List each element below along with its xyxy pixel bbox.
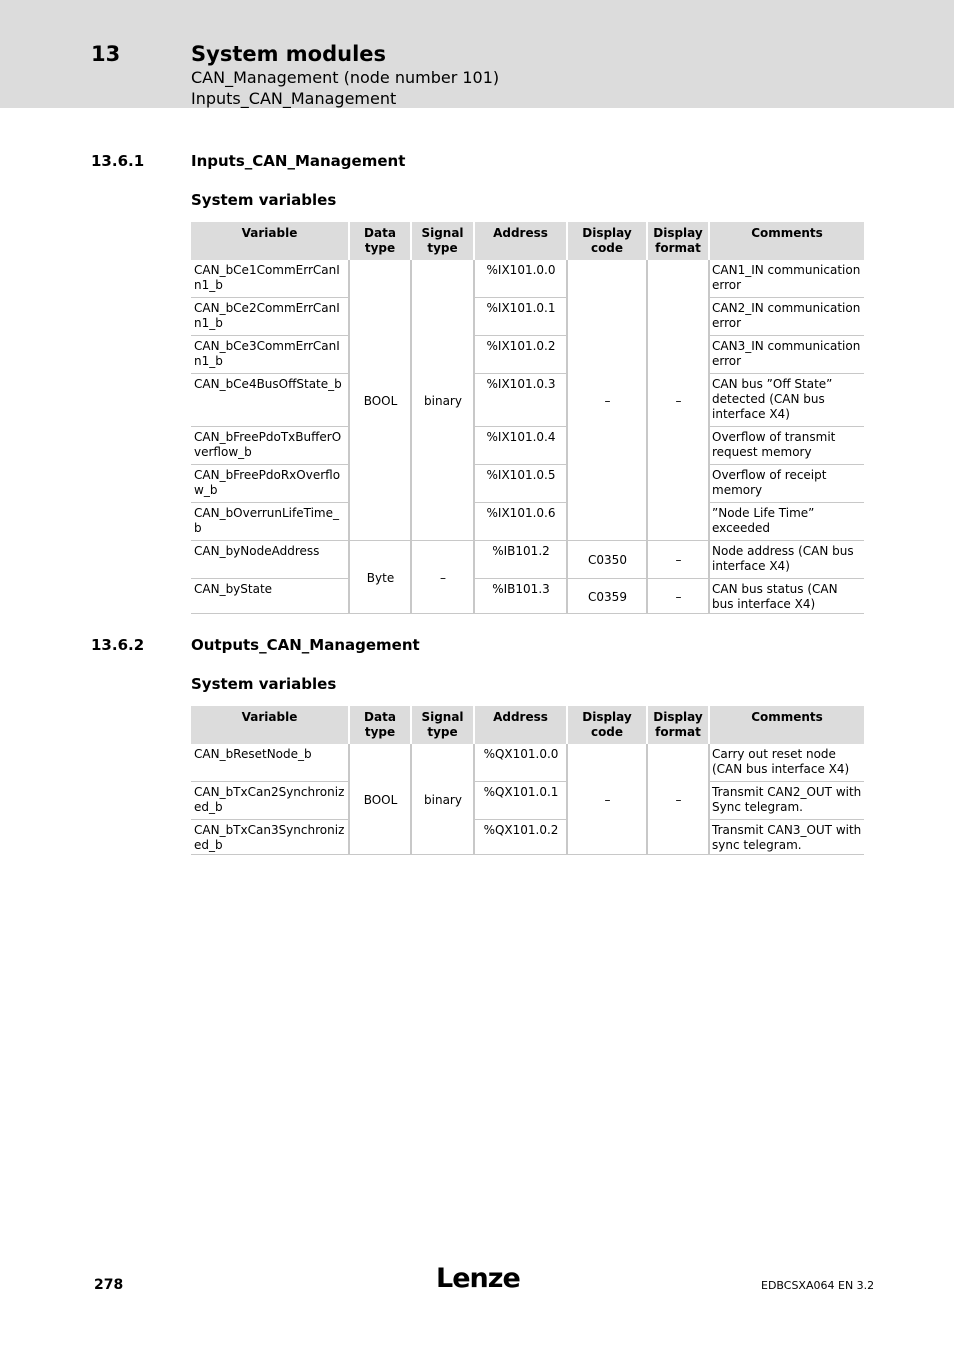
signal-type-cell: binary: [410, 744, 473, 855]
col-header-comments: Comments: [708, 222, 864, 260]
comment-cell: Overflow of transmit request memory: [708, 427, 864, 465]
table-row: [191, 782, 864, 820]
address-cell: %IX101.0.1: [473, 298, 566, 336]
comment-cell: CAN bus status (CAN bus interface X4): [708, 579, 864, 614]
address-cell: %QX101.0.0: [473, 744, 566, 782]
signal-type-cell: –: [410, 541, 473, 614]
address-cell: %IX101.0.5: [473, 465, 566, 503]
section-title-2: Outputs_CAN_Management: [191, 636, 420, 654]
variable-cell: CAN_bCe3CommErrCanIn1_b: [191, 336, 348, 374]
variable-cell: CAN_byNodeAddress: [191, 541, 348, 579]
col-header-variable: Variable: [191, 222, 348, 260]
variable-cell: CAN_byState: [191, 579, 348, 614]
table-row: [191, 503, 864, 541]
display-format-cell: –: [646, 260, 708, 541]
header-band: [0, 0, 954, 108]
col-header-signal-type: Signal type: [410, 222, 473, 260]
signal-type-cell: binary: [410, 260, 473, 541]
comment-cell: CAN2_IN communication error: [708, 298, 864, 336]
table-row: [191, 744, 864, 782]
table-header-row: [191, 222, 864, 260]
variable-cell: CAN_bTxCan2Synchronized_b: [191, 782, 348, 820]
data-type-cell: BOOL: [348, 260, 410, 541]
address-cell: %IX101.0.6: [473, 503, 566, 541]
inputs-variables-table: [191, 222, 864, 614]
variable-cell: CAN_bCe1CommErrCanIn1_b: [191, 260, 348, 298]
display-code-cell: C0350: [566, 541, 646, 579]
table-row: [191, 427, 864, 465]
variable-cell: CAN_bFreePdoRxOverflow_b: [191, 465, 348, 503]
display-code-cell: –: [566, 744, 646, 855]
variable-cell: CAN_bCe4BusOffState_b: [191, 374, 348, 427]
address-cell: %IX101.0.4: [473, 427, 566, 465]
variable-cell: CAN_bTxCan3Synchronized_b: [191, 820, 348, 855]
table-row: [191, 374, 864, 427]
chapter-title: System modules: [191, 42, 387, 66]
table-row: [191, 541, 864, 579]
data-type-cell: Byte: [348, 541, 410, 614]
col-header-display-format: Display format: [646, 706, 708, 744]
variable-cell: CAN_bOverrunLifeTime_b: [191, 503, 348, 541]
col-header-address: Address: [473, 706, 566, 744]
section-number-1: 13.6.1: [91, 152, 145, 170]
table-row: [191, 336, 864, 374]
display-format-cell: –: [646, 541, 708, 579]
table-row: [191, 260, 864, 298]
col-header-comments: Comments: [708, 706, 864, 744]
document-id: EDBCSXA064 EN 3.2: [761, 1279, 875, 1292]
address-cell: %IX101.0.3: [473, 374, 566, 427]
address-cell: %IB101.2: [473, 541, 566, 579]
section-title-1: Inputs_CAN_Management: [191, 152, 406, 170]
header-subtitle-1: CAN_Management (node number 101): [191, 68, 500, 87]
comment-cell: CAN bus ”Off State” detected (CAN bus interface X4): [708, 374, 864, 427]
comment-cell: CAN1_IN communication error: [708, 260, 864, 298]
section-number-2: 13.6.2: [91, 636, 145, 654]
comment-cell: Transmit CAN3_OUT with sync telegram.: [708, 820, 864, 855]
table-title-2: System variables: [191, 675, 337, 693]
display-format-cell: –: [646, 744, 708, 855]
table-row: [191, 298, 864, 336]
comment-cell: ”Node Life Time” exceeded: [708, 503, 864, 541]
variable-cell: CAN_bResetNode_b: [191, 744, 348, 782]
lenze-logo: Lenze: [436, 1263, 520, 1294]
col-header-variable: Variable: [191, 706, 348, 744]
display-code-cell: C0359: [566, 579, 646, 614]
table-header-row: [191, 706, 864, 744]
col-header-address: Address: [473, 222, 566, 260]
page-number: 278: [94, 1277, 124, 1293]
col-header-data-type: Data type: [348, 706, 410, 744]
comment-cell: Transmit CAN2_OUT with Sync telegram.: [708, 782, 864, 820]
chapter-number: 13: [91, 42, 121, 66]
comment-cell: CAN3_IN communication error: [708, 336, 864, 374]
table-title-1: System variables: [191, 191, 337, 209]
comment-cell: Overflow of receipt memory: [708, 465, 864, 503]
display-code-cell: –: [566, 260, 646, 541]
outputs-variables-table: [191, 706, 864, 855]
col-header-signal-type: Signal type: [410, 706, 473, 744]
col-header-display-code: Display code: [566, 222, 646, 260]
table-row: [191, 465, 864, 503]
data-type-cell: BOOL: [348, 744, 410, 855]
table-row: [191, 820, 864, 855]
col-header-display-code: Display code: [566, 706, 646, 744]
comment-cell: Node address (CAN bus interface X4): [708, 541, 864, 579]
header-subtitle-2: Inputs_CAN_Management: [191, 89, 397, 108]
address-cell: %IB101.3: [473, 579, 566, 614]
address-cell: %IX101.0.0: [473, 260, 566, 298]
col-header-data-type: Data type: [348, 222, 410, 260]
table-row: [191, 579, 864, 614]
variable-cell: CAN_bFreePdoTxBufferOverflow_b: [191, 427, 348, 465]
display-format-cell: –: [646, 579, 708, 614]
col-header-display-format: Display format: [646, 222, 708, 260]
comment-cell: Carry out reset node (CAN bus interface X4): [708, 744, 864, 782]
address-cell: %QX101.0.2: [473, 820, 566, 855]
variable-cell: CAN_bCe2CommErrCanIn1_b: [191, 298, 348, 336]
address-cell: %IX101.0.2: [473, 336, 566, 374]
address-cell: %QX101.0.1: [473, 782, 566, 820]
